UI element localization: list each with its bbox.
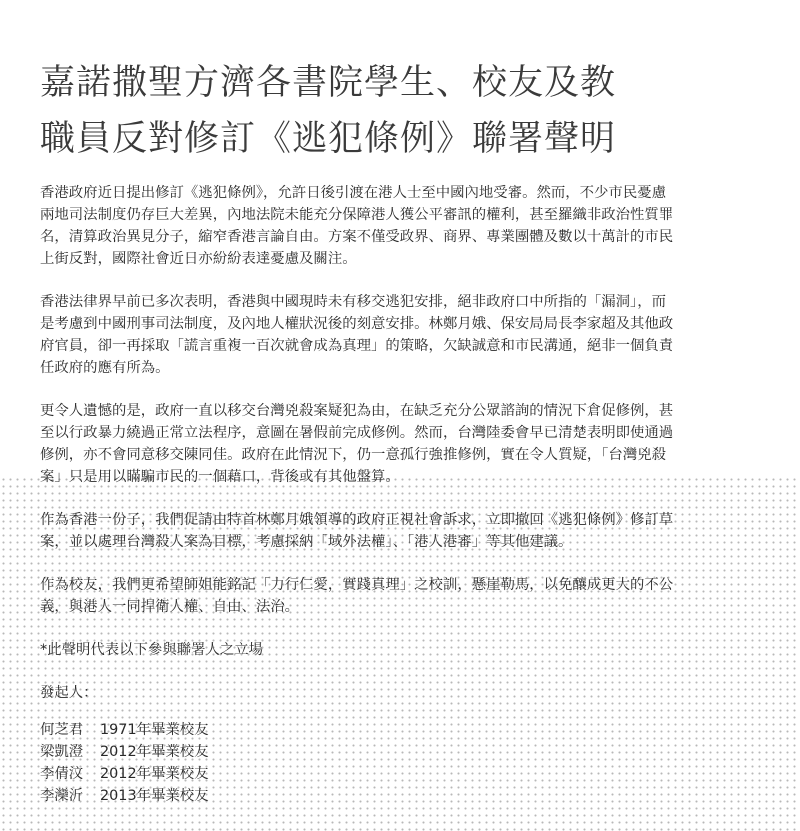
paragraph-1 — [40, 182, 775, 270]
text-line: 任政府的應有所為。 — [40, 360, 170, 376]
paragraph-5 — [40, 574, 775, 618]
text-line: 作為香港一份子，我們促請由特首林鄭月娥領導的政府正視社會訴求，立即撤回《逃犯條例》修訂草 — [40, 512, 674, 528]
statement-body — [40, 182, 775, 661]
text-line: 至以行政暴力繞過正常立法程序，意圖在暑假前完成修例。然而，台灣陸委會早已清楚表明即使通過 — [40, 425, 674, 441]
signatory-name: 李倩汶 — [40, 766, 84, 782]
title-line: 嘉諾撒聖方濟各書院學生、校友及教 — [40, 63, 617, 103]
statement-note: *此聲明代表以下參與聯署人之立場 — [40, 642, 264, 658]
page-title — [40, 55, 780, 167]
text-line: 名，清算政治異見分子，縮窄香港言論自由。方案不僅受政界、商界、專業團體及數以十萬計的市民 — [40, 229, 674, 245]
signatory-row — [40, 719, 209, 741]
text-line: 案」只是用以瞞騙市民的一個藉口，背後或有其他盤算。 — [40, 469, 400, 485]
signatory-name: 李灤沂 — [40, 788, 84, 804]
signatory-row — [40, 785, 209, 807]
paragraph-2 — [40, 291, 775, 379]
text-line: 香港政府近日提出修訂《逃犯條例》，允許日後引渡在港人士至中國內地受審。然而，不少市民憂慮 — [40, 185, 666, 201]
signatory-row — [40, 763, 209, 785]
signatory-name: 何芝君 — [40, 722, 84, 738]
text-line: 是考慮到中國刑事司法制度，及內地人權狀況後的刻意安排。林鄭月娥、保安局局長李家超及其他政 — [40, 316, 674, 332]
text-line: 更令人遺憾的是，政府一直以移交台灣兇殺案疑犯為由，在缺乏充分公眾諮詢的情況下倉促修例，甚 — [40, 403, 674, 419]
initiators-label: 發起人： — [40, 685, 98, 701]
text-line: 府官員，卻一再採取「謊言重複一百次就會成為真理」的策略，欠缺誠意和市民溝通，絕非一個負責 — [40, 338, 674, 354]
signatory-row — [40, 741, 209, 763]
signatory-year: 2013年畢業校友 — [100, 788, 209, 804]
text-line: 義，與港人一同捍衛人權、自由、法治。 — [40, 599, 300, 615]
text-line: 案，並以處理台灣殺人案為目標，考慮採納「域外法權」、「港人港審」等其他建議。 — [40, 534, 573, 550]
signatory-list — [40, 719, 209, 807]
text-line: 香港法律界早前已多次表明，香港與中國現時未有移交逃犯安排，絕非政府口中所指的「漏洞」，而 — [40, 294, 666, 310]
text-line: 上街反對，國際社會近日亦紛紛表達憂慮及關注。 — [40, 251, 357, 267]
paragraph-3 — [40, 400, 775, 488]
signatory-name: 梁凱澄 — [40, 744, 84, 760]
paragraph-4 — [40, 509, 775, 553]
signatory-year: 2012年畢業校友 — [100, 744, 209, 760]
title-line: 職員反對修訂《逃犯條例》聯署聲明 — [40, 119, 617, 159]
text-line: 兩地司法制度仍存巨大差異，內地法院未能充分保障港人獲公平審訊的權利，甚至羅織非政治性質罪 — [40, 207, 674, 223]
text-line: 作為校友，我們更希望師姐能銘記「力行仁愛，實踐真理」之校訓，懸崖勒馬，以免釀成更大的不公 — [40, 577, 674, 593]
text-line: 修例，亦不會同意移交陳同佳。政府在此情況下，仍一意孤行強推修例，實在令人質疑，「台灣兇殺 — [40, 447, 666, 463]
signatory-year: 1971年畢業校友 — [100, 722, 209, 738]
signatory-year: 2012年畢業校友 — [100, 766, 209, 782]
